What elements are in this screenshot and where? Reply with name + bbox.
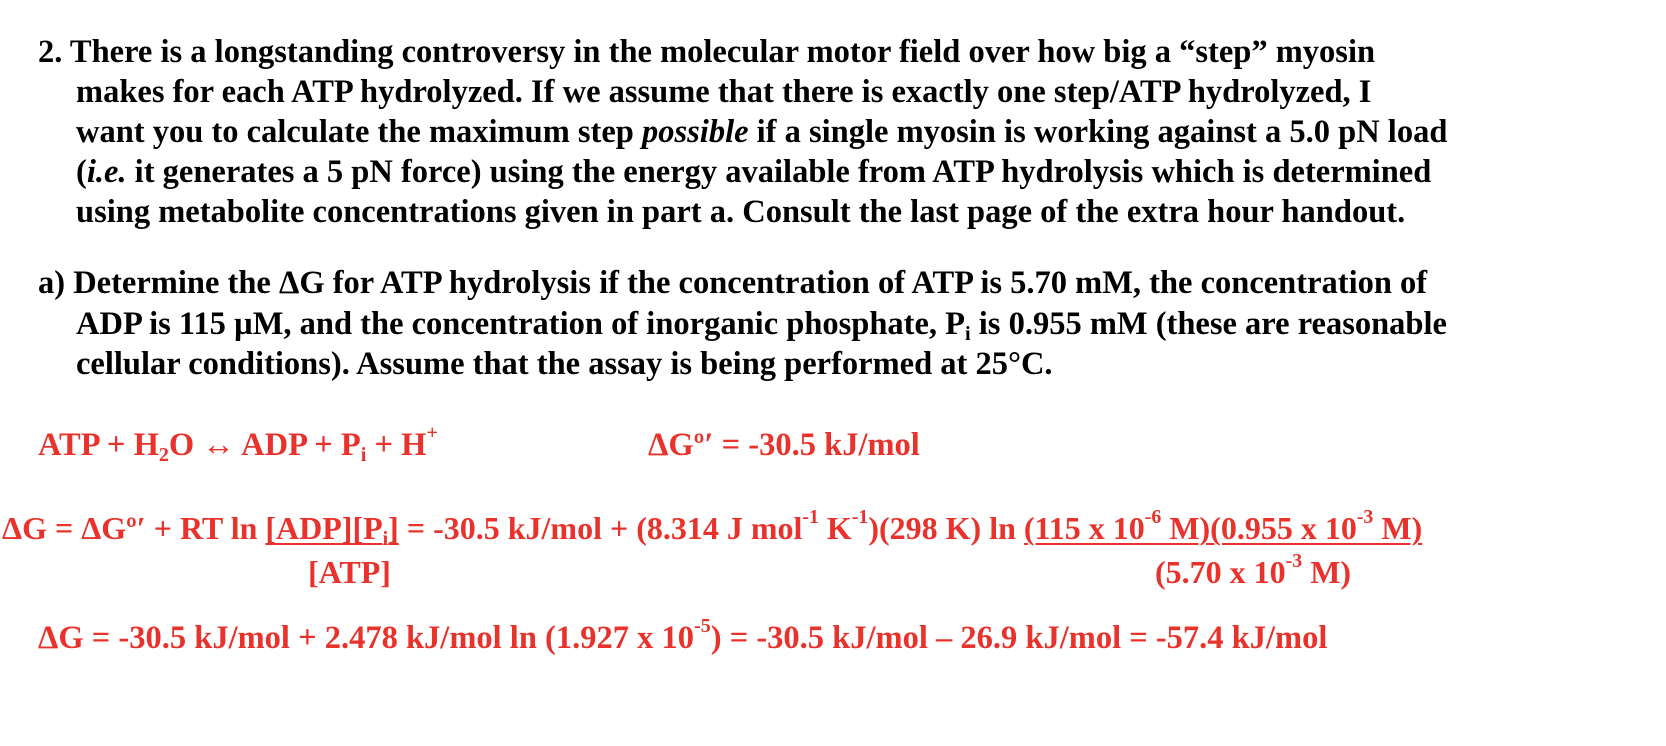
eq-den-right-2: M) [1302,554,1352,590]
reaction-part-c: + H [366,427,427,463]
part-a-line-3: cellular conditions). Assume that the assay is being performed at 25°C. [76,346,1053,382]
reaction-part-b: O ↔ ADP + P [168,427,361,463]
eq-mid-2: K [818,510,852,546]
part-a-line-2 [76,303,1447,345]
eq-mid-1: = -30.5 kJ/mol + (8.314 J mol [398,510,803,546]
reaction-sub-i: i [360,444,367,467]
eq-sup-k: -1 [851,506,869,529]
part-a-label: a) [38,265,66,301]
part-a-text-2a: ADP is 115 µM, and the concentration of inorganic phosphate, P [76,306,966,342]
reaction-part-a: ATP + H [38,427,159,463]
eq-den-right-1: (5.70 x 10 [1155,554,1286,590]
eq-den-right-sup: -3 [1285,550,1303,573]
question-text-4-open: ( [76,154,87,190]
eq-rnum-sup-2: -3 [1356,506,1374,529]
question-line-5: using metabolite concentrations given in part a. Consult the last page of the extra hour handout. [76,194,1406,230]
part-a-text-1: Determine the ΔG for ATP hydrolysis if the concentration of ATP is 5.70 mM, the concentration of [73,265,1428,301]
reaction-sup-plus: + [426,421,438,444]
question-text-1: There is a longstanding controversy in the molecular motor field over how big a “step” myosin [69,34,1376,70]
part-a-sub-i: i [965,323,971,346]
eq-rnum-3: M) [1373,510,1423,546]
final-sup: -5 [693,614,711,637]
free-energy-equation [2,508,1422,548]
question-line-4 [76,151,1431,193]
question-text-3b: if a single myosin is working against a 5.0 pN load [748,114,1448,150]
question-text-4: it generates a 5 pN force) using the energy available from ATP hydrolysis which is determined [126,154,1432,190]
question-emphasis-ie: i.e. [86,154,127,190]
question-emphasis-possible: possible [642,114,749,150]
eq-lhs: ΔG = ΔGº′ + RT ln [2,510,266,546]
question-text-3a: want you to calculate the maximum step [76,114,642,150]
reaction-sub-2: 2 [158,444,169,467]
eq-fraction-numerator [265,510,399,550]
question-line-1 [38,31,1375,73]
final-part-a: ΔG = -30.5 kJ/mol + 2.478 kJ/mol ln (1.927 x 10 [38,620,694,656]
standard-free-energy: ΔGº′ = -30.5 kJ/mol [648,427,920,463]
eq-num-sub: i [382,527,389,550]
final-result [38,614,1328,658]
eq-right-numerator [1023,506,1423,546]
final-part-b: ) = -30.5 kJ/mol – 26.9 kJ/mol = -57.4 kJ/mol [710,620,1328,656]
eq-denominator-left: [ATP] [308,554,391,590]
eq-rnum-1: (115 x 10 [1023,510,1145,546]
eq-rnum-2: M)(0.955 x 10 [1161,510,1357,546]
part-a-text-2b: is 0.955 mM (these are reasonable [970,306,1447,342]
eq-rnum-sup-1: -6 [1144,506,1162,529]
eq-denominator-right [1155,552,1351,592]
question-line-3 [76,111,1447,153]
eq-mid-3: )(298 K) ln [868,510,1024,546]
reaction-equation [38,421,438,467]
question-line-2: makes for each ATP hydrolyzed. If we assume that there is exactly one step/ATP hydrolyzed, I [76,74,1372,110]
part-a-line-1 [38,262,1427,304]
eq-num-end: ] [388,510,399,546]
eq-sup-mol: -1 [802,506,819,529]
question-number: 2. [38,34,63,70]
eq-num-text: [ADP][P [265,510,383,546]
